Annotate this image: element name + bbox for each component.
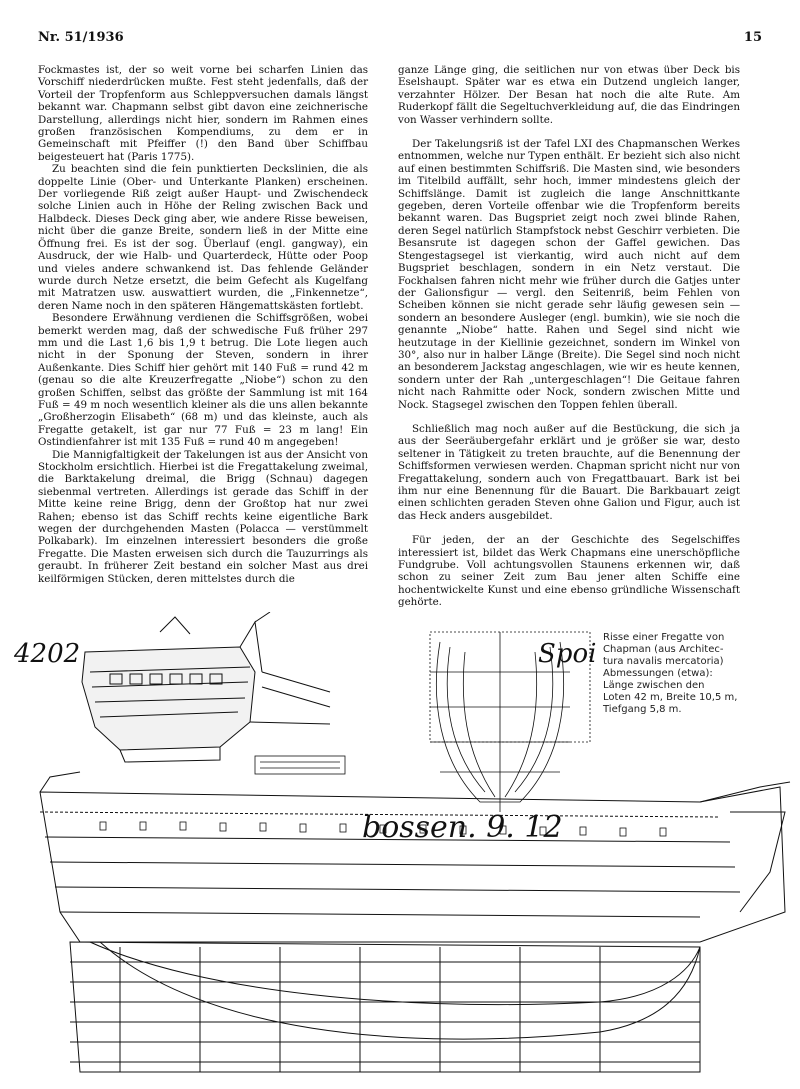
caption-line: Risse einer Fregatte von — [603, 632, 725, 643]
page-header — [38, 30, 762, 50]
caption-line: tura navalis mercatoria) — [603, 656, 724, 667]
handwritten-note-center: bossen. 9. 12 — [362, 810, 563, 845]
paragraph: Zu beachten sind die fein punktierten Deckslinien, die als doppelte Linie (Ober- und Unterkante Planken) erscheinen. Der vorliegende Riß zeigt außer Haupt- und Zwischendeck solche Linien auch in Höhe der Reling zwischen Back und Halbdeck. Dieses Deck ging aber, wie andere Risse beweisen, nicht über die ganze Breite, sondern ließ in der Mitte eine Öffnung frei. Es ist der sog. Überlauf (engl. gangway), ein Ausdruck, der wie Halb- und Quarterdeck, Hütte oder Poop und vieles andere schwankend ist. Das fehlende Geländer wurde durch Netze ersetzt, die beim Gefecht als Kugelfang mit Matratzen usw. auswattiert wurden, die „Finkennetze“, deren Name noch in den späteren Hängemattskästen fortlebt. — [38, 163, 368, 312]
issue-number: Nr. 51/1936 — [38, 30, 124, 45]
caption-line: Abmessungen (etwa): — [603, 668, 713, 679]
page-number: 15 — [743, 30, 762, 45]
caption-line: Chapman (aus Architec- — [603, 644, 724, 655]
right-column — [398, 64, 740, 609]
handwritten-note-top: Spoi — [538, 639, 597, 669]
ship-plans-figure — [0, 612, 800, 1089]
left-column — [38, 64, 368, 585]
paragraph: Fockmastes ist, der so weit vorne bei scharfen Linien das Vorschiff niederdrücken mußte. Fest steht jedenfalls, daß der Vorteil der Tropfenform aus Schleppversuchen damals längst bekannt war. Chapmann selbst gibt davon eine zeichnerische Darstellung, allerdings nicht hier, sondern im Rahmen eines großen französischen Kompendiums, zu dem er in Gemeinschaft mit Pfeiffer (!) den Band über Schiffbau beigesteuert hat (Paris 1775). — [38, 64, 368, 163]
stern-view-drawing — [82, 612, 330, 762]
paragraph: Der Takelungsriß ist der Tafel LXI des Chapmanschen Werkes entnommen, welche nur Typen enthält. Er bezieht sich also nicht auf einen bestimmten Schiffsriß. Die Masten sind, wie besonders im Titelbild auffällt, sehr hoch, immer mindestens gleich der Schiffslänge. Damit ist zugleich die lange Anschnittkante gegeben, deren Vorteile offenbar wie die Tropfenform bereits bekannt waren. Das Bugspriet zeigt noch zwei blinde Rahen, deren Segel natürlich Stampfstock nebst Geschirr verbieten. Die Besansrute ist dagegen schon der Gaffel gewichen. Das Stengestagsegel ist vierkantig, wird auch nicht auf dem Bugspriet beschlagen, sondern in ein Netz verstaut. Die Fockhalsen fahren nicht mehr wie früher durch die Gatjes unter der Galionsfigur — vergl. den Seitenriß, beim Fehlen von Scheiben können sie nicht gerade sehr läufig gewesen sein — sondern an besondere Ausleger (engl. bumkin), wie sie noch die genannte „Niobe“ hatte. Rahen und Segel sind nicht wie heutzutage in der Kiellinie gezeichnet, sondern im Winkel von 30°, also nur in halber Länge (Breite). Die Segel sind noch nicht an besonderem Jackstag angeschlagen, wie wir es heute kennen, sondern unter der Rah „untergeschlagen“! Die Geitaue fahren nicht nach Rahmitte oder Nock, sondern zwischen Mitte und Nock. Stagsegel zwischen den Toppen fehlen überall. — [398, 138, 740, 411]
caption-line: Länge zwischen den — [603, 680, 705, 691]
paragraph: Schließlich mag noch außer auf die Bestückung, die sich ja aus der Seeräubergefahr erklärt und je größer sie war, desto seltener in Tätigkeit zu treten brauchte, auf die Benennung der Schiffsformen verwiesen werden. Chapman spricht nicht nur von Fregattakelung, sondern auch von Fregattbauart. Bark ist bei ihm nur eine Benennung für die Bauart. Die Barkbauart zeigt einen schlichten geraden Steven ohne Galion und Figur, auch ist das Heck anders ausgebildet. — [398, 422, 740, 522]
paragraph: Für jeden, der an der Geschichte des Segelschiffes interessiert ist, bildet das Werk Chapmans eine unerschöpfliche Fundgrube. Voll achtungsvollen Staunens erkennen wir, daß schon zu seiner Zeit zum Bau jener alten Schiffe eine hochentwickelte Kunst und eine ebenso gründliche Wissenschaft gehörte. — [398, 534, 740, 609]
paragraph: Besondere Erwähnung verdienen die Schiffsgrößen, wobei bemerkt werden mag, daß der schwedische Fuß früher 297 mm und die Last 1,6 bis 1,9 t betrug. Die Lote liegen auch nicht in der Sponung der Steven, sondern in ihrer Außenkante. Dies Schiff hier gehört mit 140 Fuß = rund 42 m (genau so die alte Kreuzerfregatte „Niobe“) schon zu den großen Schiffen, selbst das größte der Sammlung ist mit 164 Fuß = 49 m noch wesentlich kleiner als die uns allen bekannte „Großherzogin Elisabeth“ (68 m) und das kleinste, auch als Fregatte getakelt, ist gar nur 77 Fuß = 23 m lang! Ein Ostindienfahrer ist mit 135 Fuß = rund 40 m angegeben! — [38, 312, 368, 449]
scale-bar — [255, 756, 345, 774]
paragraph: Die Mannigfaltigkeit der Takelungen ist aus der Ansicht von Stockholm ersichtlich. Hierbei ist die Fregattakelung zweimal, die Barktakelung dreimal, die Brigg (Schnau) dagegen siebenmal vertreten. Allerdings ist gerade das Schiff in der Mitte keine reine Brigg, denn der Großtop hat nur zwei Rahen; ebenso ist das Schiff rechts keine eigentliche Bark wegen der durchgehenden Masten (Polacca — verstümmelt Polkabark). Im einzelnen interessiert besonders die große Fregatte. Die Masten erweisen sich durch die Tauzurrings als geraubt. In früherer Zeit bestand ein solcher Mast aus drei keilförmigen Stücken, deren mittelstes durch die — [38, 448, 368, 585]
handwritten-note-left: 4202 — [14, 639, 81, 669]
paragraph: ganze Länge ging, die seitlichen nur von etwas über Deck bis Eselshaupt. Später war es etwa ein Dutzend ungleich langer, verzahnter Hölzer. Der Besan hat noch die alte Rute. Am Ruderkopf fällt die Segeltuchverkleidung auf, die das Eindringen von Wasser verhindern sollte. — [398, 64, 740, 126]
caption-line: Loten 42 m, Breite 10,5 m, — [603, 692, 738, 703]
caption-line: Tiefgang 5,8 m. — [603, 704, 682, 715]
